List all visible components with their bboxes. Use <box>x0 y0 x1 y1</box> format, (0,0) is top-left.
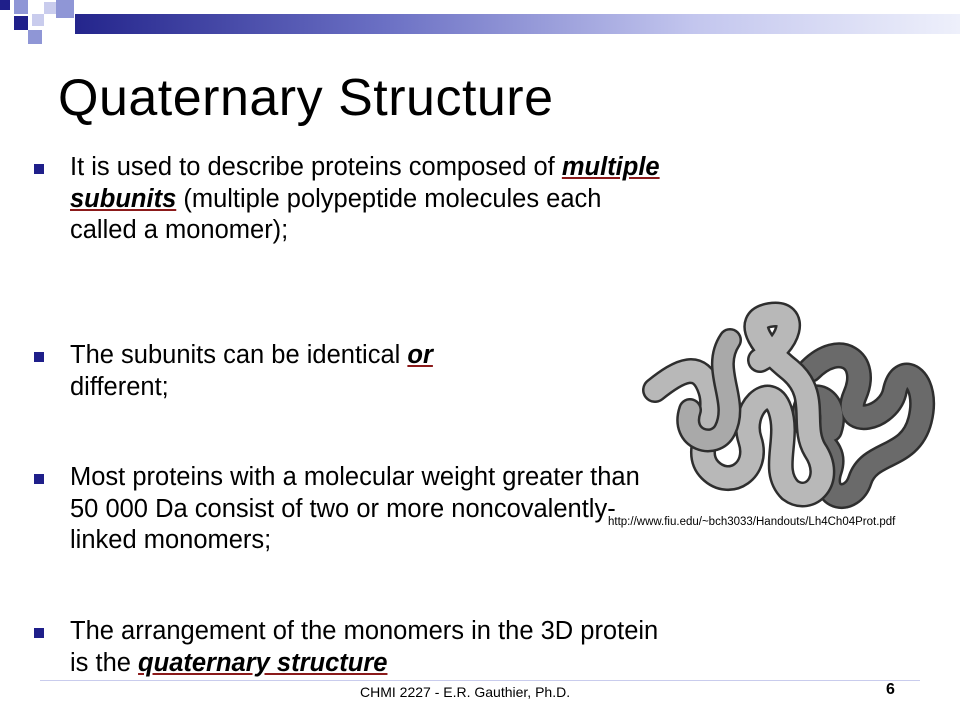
bullet-marker <box>34 628 44 638</box>
corner-decoration <box>0 0 80 70</box>
bullet-text: different; <box>70 372 169 401</box>
corner-square <box>44 2 56 14</box>
corner-square <box>56 0 74 18</box>
corner-square <box>28 30 42 44</box>
bullet-item <box>30 462 670 557</box>
bullet-marker <box>34 352 44 362</box>
corner-square <box>32 14 44 26</box>
bullet-item <box>30 616 670 679</box>
emphasis-text: quaternary structure <box>138 648 388 677</box>
emphasis-text: or <box>407 341 433 369</box>
bullet-text: (multiple polypeptide molecules each called a monomer); <box>70 184 602 244</box>
header-gradient-bar <box>75 14 960 34</box>
figure-source-url: http://www.fiu.edu/~bch3033/Handouts/Lh4Ch04Prot.pdf <box>608 516 896 528</box>
slide-title: Quaternary Structure <box>58 69 554 127</box>
footer-divider <box>40 680 920 681</box>
bullet-marker <box>34 474 44 484</box>
corner-square <box>0 0 10 10</box>
bullet-item <box>30 340 433 403</box>
footer-text: CHMI 2227 - E.R. Gauthier, Ph.D. <box>360 684 571 700</box>
corner-square <box>14 16 28 30</box>
slide-number: 6 <box>886 681 895 698</box>
bullet-text: Most proteins with a molecular weight greater than 50 000 Da consist of two or more noncovalently-linked monomers; <box>70 463 640 554</box>
bullet-text: It is used to describe proteins composed of <box>70 153 562 181</box>
bullet-text: The subunits can be identical <box>70 341 408 369</box>
bullet-text: The arrangement of the monomers in the 3D protein is the <box>70 617 659 677</box>
bullet-item <box>30 152 670 247</box>
protein-ribbon-illustration <box>640 300 940 522</box>
bullet-marker <box>34 164 44 174</box>
corner-square <box>14 0 28 14</box>
protein-ribbon-figure <box>640 300 940 522</box>
emphasis-text: multiple subunits <box>70 153 660 213</box>
